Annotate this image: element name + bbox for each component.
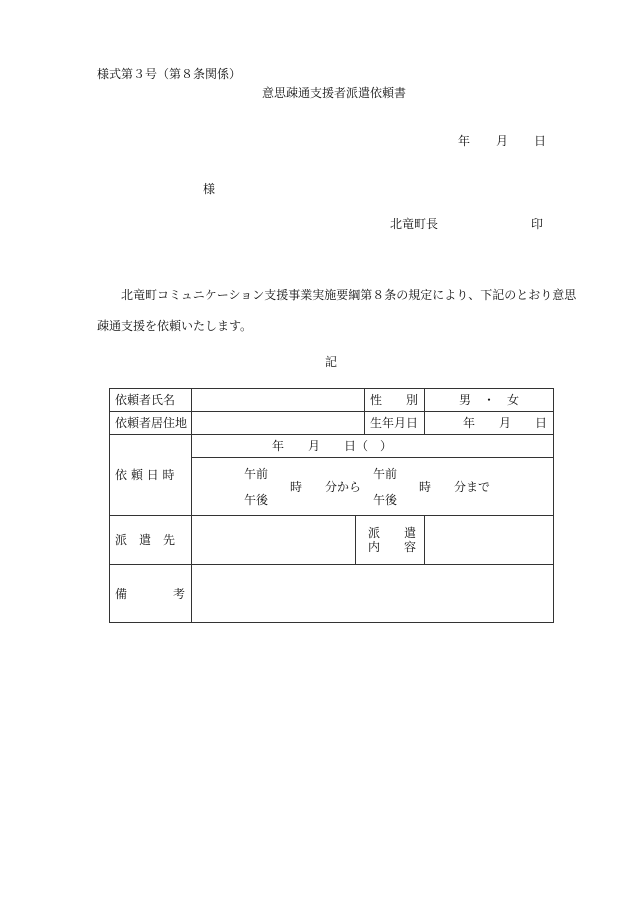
minute-from-label: 分から (325, 480, 362, 494)
pm-label-start: 午後 (244, 493, 269, 507)
dispatch-content-label-line-2: 内 容 (368, 540, 417, 554)
addressee-suffix: 様 (203, 182, 216, 196)
minute-until-label: 分まで (454, 480, 491, 494)
am-label-start: 午前 (244, 467, 269, 481)
request-form-table (109, 388, 554, 623)
table-row (110, 516, 554, 565)
am-label-end: 午前 (373, 467, 398, 481)
dispatch-content-field[interactable] (425, 516, 554, 565)
table-row (110, 565, 554, 623)
sex-label (365, 393, 424, 407)
hour-label-start: 時 (290, 480, 303, 494)
sex-label-cell (365, 389, 425, 412)
dispatch-content-label-line-1: 派 遣 (368, 526, 417, 540)
body-text-line-2: 疎通支援を依頼いたします。 (97, 319, 253, 333)
remarks-field[interactable] (192, 565, 554, 623)
pm-label-end: 午後 (373, 493, 398, 507)
requester-address-field[interactable] (192, 412, 365, 435)
hour-label-end: 時 (419, 480, 432, 494)
requester-name-label: 依頼者氏名 (110, 389, 192, 412)
sex-label-text: 性 別 (370, 393, 419, 407)
sender-name: 北竜町長 (390, 217, 439, 231)
remarks-label-right: 考 (172, 586, 185, 601)
issue-date-line (458, 134, 546, 148)
table-row (110, 435, 554, 458)
requester-name-field[interactable] (192, 389, 365, 412)
remarks-label (110, 587, 191, 601)
seal-mark: 印 (531, 217, 544, 231)
ki-heading: 記 (325, 355, 338, 369)
body-text-line-1: 北竜町コミュニケーション支援事業実施要綱第８条の規定により、下記のとおり意思 (121, 288, 577, 302)
remarks-label-left: 備 (115, 586, 128, 601)
sex-value[interactable]: 男 ・ 女 (425, 389, 554, 412)
destination-field[interactable] (192, 516, 356, 565)
dispatch-content-label (356, 516, 425, 565)
table-row (110, 389, 554, 412)
month-label: 月 (496, 134, 509, 148)
day-label: 日 (534, 134, 547, 148)
request-time-cell[interactable] (192, 458, 554, 516)
request-datetime-label: 依 頼 日 時 (110, 435, 192, 516)
time-range (192, 458, 553, 515)
year-label: 年 (458, 134, 471, 148)
birthdate-label: 生年月日 (365, 412, 425, 435)
form-number: 様式第３号（第８条関係） (97, 67, 242, 81)
requester-address-label: 依頼者居住地 (110, 412, 192, 435)
birthdate-value[interactable]: 年 月 日 (425, 412, 554, 435)
request-date-value[interactable]: 年 月 日（ ） (192, 435, 554, 458)
document-title: 意思疎通支援者派遣依頼書 (262, 86, 407, 100)
table-row (110, 412, 554, 435)
destination-label: 派 遣 先 (110, 516, 192, 565)
remarks-label-cell (110, 565, 192, 623)
